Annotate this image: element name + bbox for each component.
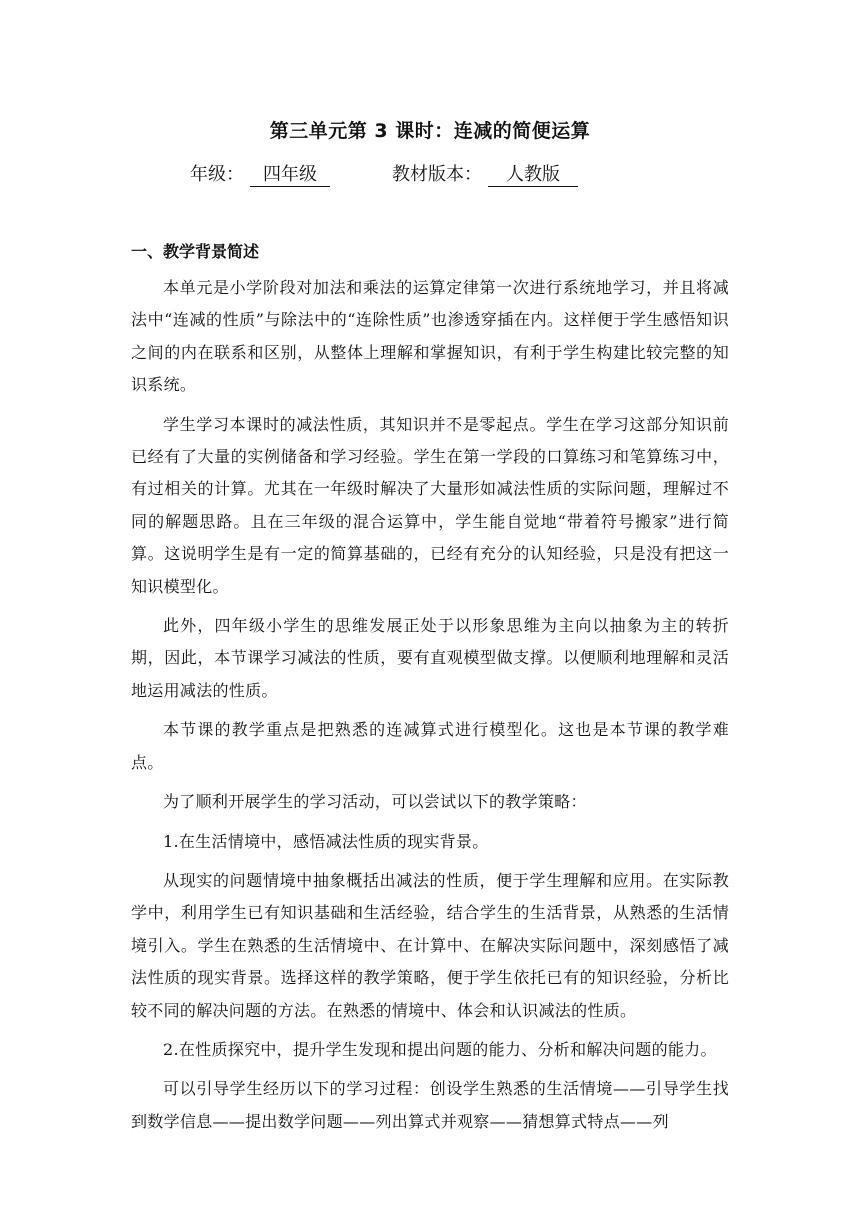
paragraph: 2.在性质探究中，提升学生发现和提出问题的能力、分析和解决问题的能力。 <box>163 1039 717 1059</box>
grade-value: 四年级 <box>250 164 330 187</box>
paragraph: 此外，四年级小学生的思维发展正处于以形象思维为主向以抽象为主的转折期，因此，本节课学习减法的性质，要有直观模型做支撑。以便顺利地理解和灵活地运用减法的性质。 <box>131 616 729 700</box>
paragraph: 学生学习本课时的减法性质，其知识并不是零起点。学生在学习这部分知识前已经有了大量的实例储备和学习经验。学生在第一学段的口算练习和笔算练习中，有过相关的计算。尤其在一年级时解决了大量形如减法性质的实际问题，理解过不同的解题思路。且在三年级的混合运算中，学生能自觉地“带着符号搬家”进行简算。这说明学生是有一定的简算基础的，已经有充分的认知经验，只是没有把这一知识模型化。 <box>131 414 729 596</box>
section-heading: 一、教学背景简述 <box>131 242 260 261</box>
edition-label: 教材版本： <box>392 164 482 185</box>
document-meta <box>190 160 578 187</box>
grade-label: 年级： <box>190 164 244 185</box>
paragraph: 从现实的问题情境中抽象概括出减法的性质，便于学生理解和应用。在实际教学中，利用学生已有知识基础和生活经验，结合学生的生活背景，从熟悉的生活情境引入。学生在熟悉的生活情境中、在计算中、在解决实际问题中，深刻感悟了减法性质的现实背景。选择这样的教学策略，便于学生依托已有的知识经验，分析比较不同的解决问题的方法。在熟悉的情境中、体会和认识减法的性质。 <box>131 870 729 1020</box>
paragraph: 本节课的教学重点是把熟悉的连减算式进行模型化。这也是本节课的教学难点。 <box>131 720 729 772</box>
paragraph: 可以引导学生经历以下的学习过程：创设学生熟悉的生活情境——引导学生找到数学信息——提出数学问题——列出算式并观察——猜想算式特点——列 <box>131 1079 729 1131</box>
edition-value: 人教版 <box>488 164 578 187</box>
page-title: 第三单元第 3 课时：连减的简便运算 <box>269 120 591 142</box>
paragraph: 本单元是小学阶段对加法和乘法的运算定律第一次进行系统地学习，并且将减法中“连减的性质”与除法中的“连除性质”也渗透穿插在内。这样便于学生感悟知识之间的内在联系和区别，从整体上理解和掌握知识，有利于学生构建比较完整的知识系统。 <box>131 278 729 395</box>
document-body <box>131 236 729 1145</box>
paragraph: 为了顺利开展学生的学习活动，可以尝试以下的教学策略： <box>163 792 587 812</box>
paragraph: 1.在生活情境中，感悟减法性质的现实背景。 <box>163 831 489 851</box>
